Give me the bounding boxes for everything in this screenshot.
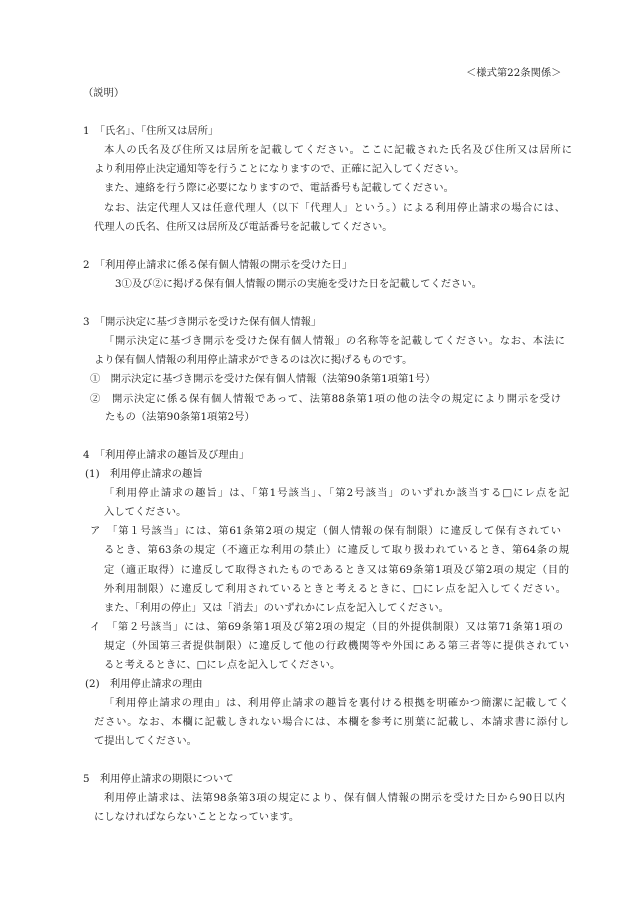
section-1-heading: 1 「氏名」、「住所又は居所」 bbox=[83, 125, 219, 137]
section-3-line: たもの（法第90条第1項第2号） bbox=[105, 411, 255, 423]
section-1-line: なお、法定代理人又は任意代理人（以下「代理人」という。）による利用停止請求の場合には、 bbox=[104, 202, 565, 214]
section-3-list-item: ① 開示決定に基づき開示を受けた保有個人情報（法第90条第1項第1号） bbox=[90, 373, 436, 385]
section-5-heading: 5 利用停止請求の期限について bbox=[83, 773, 234, 785]
section-4-subheading: (2) 利用停止請求の理由 bbox=[85, 678, 203, 690]
section-1-line: 本人の氏名及び住所又は居所を記載してください。ここに記載された氏名及び住所又は居所に bbox=[104, 144, 572, 156]
section-5-line: にしなければならないこととなっています。 bbox=[94, 811, 300, 823]
section-4-line: イ 「第２号該当」には、第69条第1項及び第2項の規定（目的外提供制限）又は第71条第1項の bbox=[90, 621, 563, 633]
section-2-line: 3①及び②に掲げる保有個人情報の開示の実施を受けた日を記載してください。 bbox=[115, 278, 482, 290]
section-4-heading: 4 「利用停止請求の趣旨及び理由」 bbox=[83, 449, 250, 461]
section-4-line: て提出してください。 bbox=[94, 735, 197, 747]
section-4-line: ださい。なお、本欄に記載しきれない場合には、本欄を参考に別葉に記載し、本請求書に添付し bbox=[94, 716, 569, 728]
document-title: （説明） bbox=[83, 87, 125, 99]
section-4-line: また、「利用の停止」又は「消去」のいずれかにレ点を記入してください。 bbox=[104, 602, 449, 614]
section-4-line: ア 「第１号該当」には、第61条第2項の規定（個人情報の保有制限）に違反して保有されてい bbox=[90, 525, 561, 537]
section-5-line: 利用停止請求は、法第98条第3項の規定により、保有個人情報の開示を受けた日から90日以内 bbox=[104, 792, 565, 804]
section-4-line: るとき、第63条の規定（不適正な利用の禁止）に違反して取り扱われているとき、第64条の規 bbox=[104, 544, 569, 556]
section-4-line: 「利用停止請求の趣旨」は、「第1号該当」、「第2号該当」のいずれか該当する□にレ点を記 bbox=[104, 487, 569, 499]
section-4-line: 外利用制限）に違反して利用されているときと考えるときに、□にレ点を記入してください。 bbox=[104, 583, 566, 595]
form-reference: ＜様式第22条関係＞ bbox=[466, 67, 562, 79]
section-3-line: 「開示決定に基づき開示を受けた保有個人情報」の名称等を記載してください。なお、本法に bbox=[104, 335, 565, 347]
section-3-list-item: ② 開示決定に係る保有個人情報であって、法第88条第1項の他の法令の規定により開示を受け bbox=[90, 393, 561, 405]
section-4-subheading: (1) 利用停止請求の趣旨 bbox=[85, 468, 203, 480]
section-1-line: 代理人の氏名、住所又は居所及び電話番号を記載してください。 bbox=[94, 221, 393, 233]
section-3-heading: 3 「開示決定に基づき開示を受けた保有個人情報」 bbox=[83, 316, 322, 328]
section-4-line: 「利用停止請求の理由」は、利用停止請求の趣旨を裏付ける根拠を明確かつ簡潔に記載してく bbox=[104, 697, 569, 709]
section-4-line: ると考えるときに、□にレ点を記入してください。 bbox=[104, 659, 341, 671]
section-1-line: より利用停止決定通知等を行うことになりますので、正確に記入してください。 bbox=[94, 163, 465, 175]
section-4-line: 規定（外国第三者提供制限）に違反して他の行政機関等や外国にある第三者等に提供されてい bbox=[104, 640, 569, 652]
section-4-line: 入してください。 bbox=[104, 506, 187, 518]
section-1-line: また、連絡を行う際に必要になりますので、電話番号も記載してください。 bbox=[104, 182, 454, 194]
section-2-heading: 2 「利用停止請求に係る保有個人情報の開示を受けた日」 bbox=[83, 259, 353, 271]
section-4-line: 定（適正取得）に違反して取得されたものであるとき又は第69条第1項及び第2項の規定（目的 bbox=[104, 564, 569, 576]
section-3-line: より保有個人情報の利用停止請求ができるのは次に掲げるものです。 bbox=[94, 354, 413, 366]
